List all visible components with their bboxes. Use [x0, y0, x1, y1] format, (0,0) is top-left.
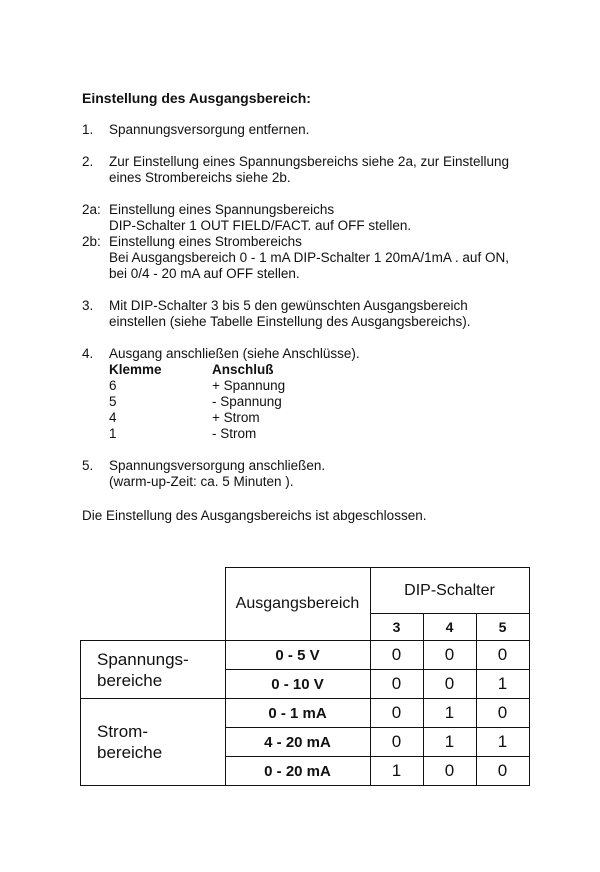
step-text: DIP-Schalter 1 OUT FIELD/FACT. auf OFF stellen. — [109, 218, 412, 233]
switch-value: 0 — [476, 699, 529, 728]
terminal-number: 1 — [109, 426, 117, 441]
step-number: 4. — [82, 346, 94, 361]
column-header-dip-schalter: DIP-Schalter — [370, 568, 529, 614]
range-cell: 0 - 10 V — [225, 670, 370, 699]
column-header-ausgangsbereich: Ausgangsbereich — [225, 568, 370, 641]
step-text: eines Strombereichs siehe 2b. — [109, 170, 291, 185]
step-number: 5. — [82, 458, 94, 473]
group-label-line: Strom- — [97, 722, 148, 741]
step-text: einstellen (siehe Tabelle Einstellung des Ausgangsbereichs). — [109, 314, 471, 329]
terminal-connection: + Strom — [212, 410, 260, 425]
table-row — [81, 699, 530, 728]
range-cell: 0 - 1 mA — [225, 699, 370, 728]
group-label-strom — [81, 699, 226, 786]
group-label-spannung — [81, 641, 226, 699]
step-text: bei 0/4 - 20 mA auf OFF stellen. — [109, 266, 300, 281]
table-row — [81, 641, 530, 670]
switch-value: 1 — [476, 728, 529, 757]
switch-value: 0 — [423, 670, 476, 699]
switch-value: 0 — [423, 641, 476, 670]
switch-value: 1 — [423, 699, 476, 728]
switch-header: 5 — [476, 614, 529, 641]
dip-switch-table — [80, 567, 530, 786]
terminal-number: 4 — [109, 410, 117, 425]
closing-text: Die Einstellung des Ausgangsbereichs ist abgeschlossen. — [82, 508, 427, 523]
step-number: 2. — [82, 154, 94, 169]
switch-value: 1 — [370, 757, 423, 786]
step-text: Mit DIP-Schalter 3 bis 5 den gewünschten Ausgangsbereich — [109, 298, 468, 313]
step-text: Einstellung eines Spannungsbereichs — [109, 202, 335, 217]
step-text: Bei Ausgangsbereich 0 - 1 mA DIP-Schalter 1 20mA/1mA . auf ON, — [109, 250, 509, 265]
group-label-line: bereiche — [97, 670, 163, 690]
switch-header: 4 — [423, 614, 476, 641]
terminal-connection: - Strom — [212, 426, 257, 441]
step-number: 1. — [82, 122, 94, 137]
switch-value: 1 — [476, 670, 529, 699]
terminal-header-klemme: Klemme — [109, 362, 162, 377]
switch-header: 3 — [370, 614, 423, 641]
step-text: (warm-up-Zeit: ca. 5 Minuten ). — [109, 474, 294, 489]
terminal-connection: + Spannung — [212, 378, 286, 393]
switch-value: 0 — [370, 670, 423, 699]
terminal-number: 6 — [109, 378, 117, 393]
step-text: Spannungsversorgung entfernen. — [109, 122, 310, 137]
terminal-number: 5 — [109, 394, 117, 409]
range-cell: 4 - 20 mA — [225, 728, 370, 757]
step-number: 2b: — [82, 234, 101, 249]
terminal-connection: - Spannung — [212, 394, 282, 409]
switch-value: 0 — [370, 728, 423, 757]
step-text: Spannungsversorgung anschließen. — [109, 458, 326, 473]
step-text: Zur Einstellung eines Spannungsbereichs siehe 2a, zur Einstellung — [109, 154, 509, 169]
switch-value: 0 — [370, 699, 423, 728]
switch-value: 0 — [370, 641, 423, 670]
step-text: Einstellung eines Strombereichs — [109, 234, 302, 249]
range-cell: 0 - 5 V — [225, 641, 370, 670]
switch-value: 0 — [476, 641, 529, 670]
switch-value: 1 — [423, 728, 476, 757]
step-number: 3. — [82, 298, 94, 313]
page-title: Einstellung des Ausgangsbereich: — [82, 90, 311, 106]
group-label-line: Spannungs- — [97, 649, 189, 669]
switch-value: 0 — [423, 757, 476, 786]
step-number: 2a: — [82, 202, 101, 217]
group-label-line: bereiche — [97, 743, 163, 762]
step-text: Ausgang anschließen (siehe Anschlüsse). — [109, 346, 360, 361]
range-cell: 0 - 20 mA — [225, 757, 370, 786]
switch-value: 0 — [476, 757, 529, 786]
terminal-header-anschluss: Anschluß — [212, 362, 274, 377]
table-corner — [81, 568, 226, 641]
